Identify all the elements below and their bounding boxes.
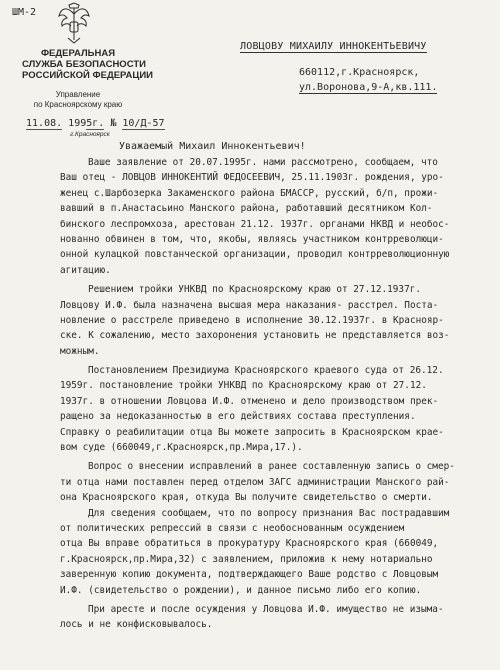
body-line: новление о расстреле приведено в исполнение 30.12.1937г. в Краснояр- — [60, 314, 444, 326]
body-line: она Красноярского края, откуда Вы получите свидетельство о смерти. — [60, 492, 433, 504]
body-line: Решением тройки УНКВД по Красноярскому краю от 27.12.1937г. — [88, 284, 422, 296]
dept-line: Управление — [55, 90, 101, 99]
body-line: Вопрос о внесении исправлений в ранее составленную запись о смер- — [88, 461, 455, 473]
org-line: ФЕДЕРАЛЬНАЯ — [40, 48, 116, 59]
body-line: от политических репрессий в связи с необоснованным осуждением — [60, 522, 405, 534]
department-name — [22, 90, 134, 110]
body-line: Ваш отец - ЛОВЦОВ ИННОКЕНТИЙ ФЕДОСЕЕВИЧ, 25.11.1903г. рождения, уро- — [60, 172, 444, 184]
issuing-city: г.Красноярск — [70, 131, 110, 138]
ref-number: 10/Д-57 — [122, 118, 165, 129]
body-line: женец с.Шарбозерка Закаменского района БМАССР, русский, б/п, прожи- — [60, 187, 439, 199]
body-line: онной кулацкой повстанческой организации, проводил контрреволюционную — [60, 249, 450, 261]
body-line: бинского леспромхоза, арестован 21.12. 1937г. органами НКВД и необос- — [60, 218, 450, 230]
org-line: РОССИЙСКОЙ ФЕДЕРАЦИИ — [22, 70, 154, 81]
reference-line — [26, 118, 165, 129]
double-headed-eagle-emblem — [57, 2, 91, 44]
form-code: ШМ-2 — [12, 7, 37, 18]
ref-date: .08. — [38, 118, 63, 129]
recipient-street: ул.Воронова,9-А,кв.111. — [299, 82, 438, 93]
body-line: нованно обвинен в том, что, якобы, являясь участником контрреволюци- — [60, 233, 444, 245]
org-line: СЛУЖБА БЕЗОПАСНОСТИ — [22, 59, 146, 70]
body-line: лось и не конфисковывалось. — [60, 619, 213, 631]
body-line: Справку о реабилитации отца Вы можете запросить в Красноярском крае- — [60, 426, 444, 438]
body-line: При аресте и после осуждения у Ловцова И.Ф. имущество не изыма- — [88, 603, 444, 615]
body-line: ращено за недоказанностью в его действиях состава преступления. — [60, 411, 416, 423]
organization-name — [22, 48, 154, 81]
body-line: вавший в п.Анастасьино Манского района, работавший десятником Кол- — [60, 203, 433, 215]
letter-body — [60, 155, 490, 633]
body-line: Постановлением Президиума Красноярского краевого суда от 26.12. — [88, 365, 444, 377]
body-line: Ловцову И.Ф. была назначена высшая мера наказания- расстрел. Поста- — [60, 299, 439, 311]
body-line: Ваше заявление от 20.07.1995г. нами рассмотрено, сообщаем, что — [88, 157, 438, 168]
body-line: можным. — [60, 345, 100, 357]
body-line: отца Вы вправе обратиться в прокуратуру Красноярского края (660049, — [60, 538, 439, 550]
body-line: 1959г. постановление тройки УНКВД по Красноярскому краю от 27.12. — [60, 380, 427, 392]
body-line: ти отца нами поставлен перед отделом ЗАГС администрации Манского рай- — [60, 476, 450, 488]
salutation: Уважаемый Михаил Иннокентьевич! — [119, 141, 306, 152]
recipient-postal-city: 660112,г.Красноярск, — [299, 67, 420, 78]
body-line: Для сведения сообщаем, что по вопросу признания Вас пострадавшим — [88, 507, 450, 519]
ref-date-day: 11 — [26, 118, 39, 129]
ref-number-label: № — [110, 118, 117, 129]
ref-year: 5г. — [86, 118, 105, 129]
ref-year-prefix: 199 — [68, 118, 87, 129]
dept-line: по Красноярскому краю — [33, 100, 123, 109]
body-line: агитацию. — [60, 264, 111, 276]
recipient-name: ЛОВЦОВУ МИХАИЛУ ИННОКЕНТЬЕВИЧУ — [240, 41, 427, 52]
body-line: 1937г. в отношении Ловцова И.Ф. отменено и дело производством прек- — [60, 395, 439, 407]
body-line: вом суде (660049,г.Красноярск,пр.Мира,17.). — [60, 442, 303, 454]
body-line: г.Красноярск,пр.Мира,32) с заявлением, приложив к нему нотариально — [60, 553, 433, 565]
body-line: заверенную копию документа, подтверждающего Ваше родство с Ловцовым — [60, 569, 439, 581]
body-line: И.Ф. (свидетельство о рождении), и данное письмо либо его копию. — [60, 584, 422, 596]
body-line: ске. К сожалению, место захоронения установить не представляется воз- — [60, 330, 450, 342]
